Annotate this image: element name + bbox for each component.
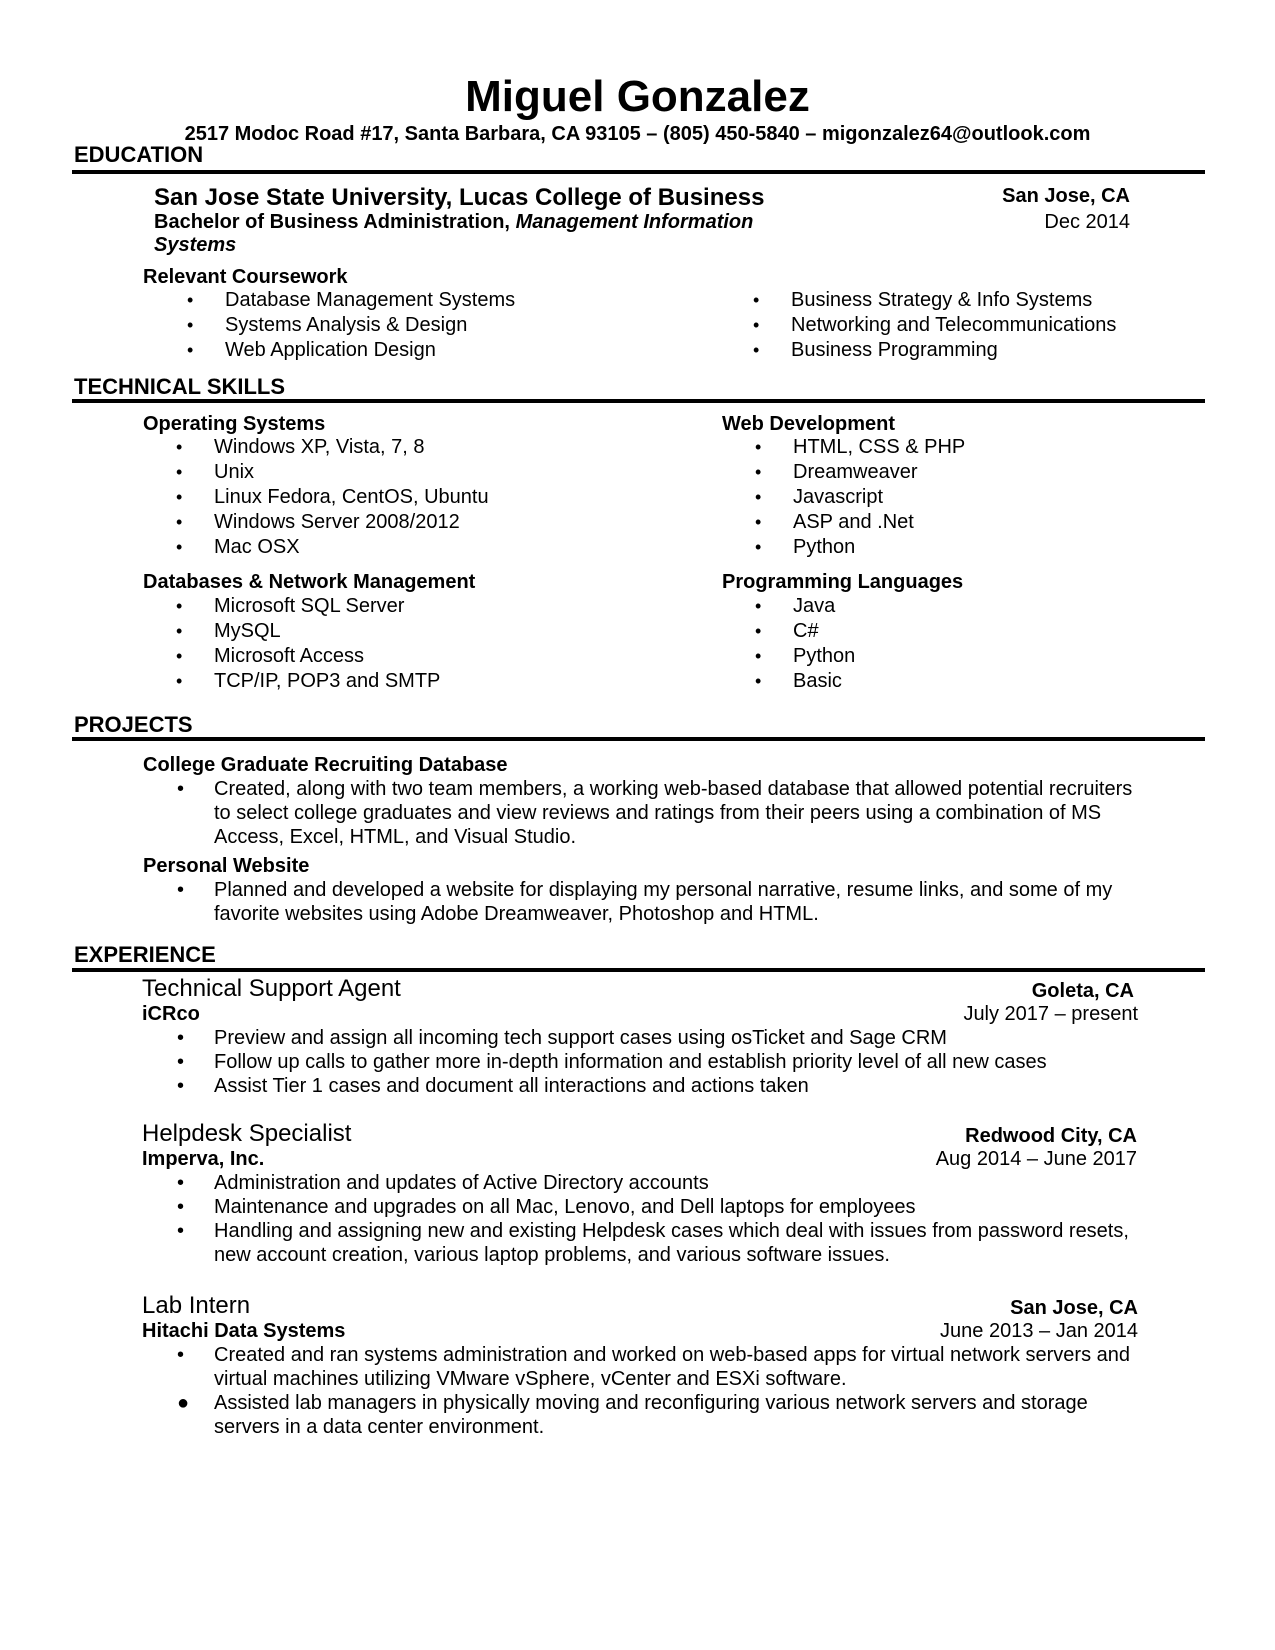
list-item: • Web Application Design (225, 338, 515, 363)
skill-group-title: Databases & Network Management (143, 571, 476, 593)
section-divider (72, 968, 1205, 972)
project-title: Personal Website (143, 855, 310, 877)
job-location: San Jose, CA (1010, 1297, 1138, 1319)
bullet-text: Assist Tier 1 cases and document all interactions and actions taken (214, 1075, 809, 1097)
bullet-icon: • (177, 1172, 185, 1194)
bullet-icon: • (177, 1196, 185, 1218)
job-location: Redwood City, CA (965, 1125, 1137, 1147)
job-company: Imperva, Inc. (142, 1148, 265, 1170)
list-item: • Dreamweaver (793, 460, 965, 485)
list-item: • Networking and Telecommunications (791, 313, 1116, 338)
job-dates: July 2017 – present (963, 1003, 1138, 1025)
list-item: • ASP and .Net (793, 510, 965, 535)
job-dates: Aug 2014 – June 2017 (935, 1148, 1137, 1170)
job-bullet (177, 1171, 1194, 1195)
bullet-text: Administration and updates of Active Directory accounts (214, 1172, 709, 1194)
job-bullets (177, 1171, 1194, 1267)
bullet-text: servers in a data center environment. (214, 1416, 545, 1438)
list-item: • Windows Server 2008/2012 (214, 510, 489, 535)
list-item: • HTML, CSS & PHP (793, 435, 965, 460)
job-dates: June 2013 – Jan 2014 (940, 1320, 1138, 1342)
section-title-technical-skills: TECHNICAL SKILLS (74, 374, 286, 399)
job-bullet (177, 1050, 1194, 1074)
project-bullet (177, 777, 1194, 849)
list-item: • MySQL (214, 619, 440, 644)
list-item: • Systems Analysis & Design (225, 313, 515, 338)
coursework-list-right (791, 288, 1116, 363)
list-item: • Python (793, 644, 855, 669)
school-name: San Jose State University, Lucas College of Business (154, 184, 765, 211)
skill-list-programming (793, 594, 855, 694)
bullet-text: Preview and assign all incoming tech support cases using osTicket and Sage CRM (214, 1027, 947, 1049)
section-divider (72, 737, 1205, 741)
section-divider (72, 170, 1205, 174)
job-bullets (177, 1343, 1194, 1439)
project-line: favorite websites using Adobe Dreamweaver, Photoshop and HTML. (214, 903, 819, 925)
list-item: • C# (793, 619, 855, 644)
skill-group-title: Operating Systems (143, 413, 326, 435)
bullet-text: virtual machines utilizing VMware vSphere, vCenter and ESXi software. (214, 1368, 847, 1390)
contact-line: 2517 Modoc Road #17, Santa Barbara, CA 93105 – (805) 450-5840 – migonzalez64@outlook.com (184, 123, 1091, 145)
education-date: Dec 2014 (1044, 211, 1130, 233)
list-item: • Basic (793, 669, 855, 694)
job-title: Lab Intern (142, 1292, 251, 1319)
bullet-icon: • (177, 879, 185, 901)
project-line: to select college graduates and view reviews and ratings from their peers using a combination of MS (214, 802, 1102, 824)
list-item: • Javascript (793, 485, 965, 510)
bullet-text: new account creation, various laptop problems, and various software issues. (214, 1244, 890, 1266)
candidate-name: Miguel Gonzalez (465, 72, 810, 121)
bullet-icon: • (177, 1075, 185, 1097)
bullet-text: Handling and assigning new and existing Helpdesk cases which deal with issues from password resets, (214, 1220, 1129, 1242)
job-bullet (177, 1026, 1194, 1050)
bullet-text: Created and ran systems administration and worked on web-based apps for virtual network servers and (214, 1344, 1131, 1366)
degree-name: Bachelor of Business Administration, (154, 211, 510, 233)
bullet-icon: • (177, 1027, 185, 1049)
bullet-icon: • (177, 778, 185, 800)
bullet-icon: • (177, 1051, 185, 1073)
skill-list-operating-systems (214, 435, 489, 560)
bullet-text: Maintenance and upgrades on all Mac, Lenovo, and Dell laptops for employees (214, 1196, 916, 1218)
list-item: • Microsoft SQL Server (214, 594, 440, 619)
list-item: • Java (793, 594, 855, 619)
project-line: Planned and developed a website for displaying my personal narrative, resume links, and some of my (214, 879, 1113, 901)
skill-list-databases (214, 594, 440, 694)
degree-line (154, 210, 753, 234)
job-bullet (177, 1391, 1194, 1439)
list-item: • Unix (214, 460, 489, 485)
list-item: • Python (793, 535, 965, 560)
bullet-icon: • (177, 1220, 185, 1242)
job-bullet (177, 1219, 1194, 1267)
job-location: Goleta, CA (1031, 980, 1134, 1002)
project-line: Created, along with two team members, a working web-based database that allowed potential recruiters (214, 778, 1133, 800)
job-bullets (177, 1026, 1194, 1098)
job-bullet (177, 1074, 1194, 1098)
degree-major-continued: Systems (154, 234, 237, 256)
list-item: • Business Programming (791, 338, 1116, 363)
coursework-list-left (225, 288, 515, 363)
list-item: • Mac OSX (214, 535, 489, 560)
bullet-icon: • (177, 1344, 185, 1366)
degree-major: Management Information (515, 211, 754, 233)
skill-group-title: Programming Languages (722, 571, 964, 593)
job-title: Helpdesk Specialist (142, 1120, 352, 1147)
job-company: Hitachi Data Systems (142, 1320, 346, 1342)
coursework-title: Relevant Coursework (143, 266, 348, 288)
list-item: • Database Management Systems (225, 288, 515, 313)
job-bullet (177, 1195, 1194, 1219)
skill-list-web-development (793, 435, 965, 560)
project-title: College Graduate Recruiting Database (143, 754, 508, 776)
list-item: • Windows XP, Vista, 7, 8 (214, 435, 489, 460)
section-divider (72, 399, 1205, 403)
list-item: • Microsoft Access (214, 644, 440, 669)
list-item: • Linux Fedora, CentOS, Ubuntu (214, 485, 489, 510)
education-location: San Jose, CA (1002, 185, 1130, 207)
list-item: • Business Strategy & Info Systems (791, 288, 1116, 313)
job-title: Technical Support Agent (142, 975, 401, 1002)
job-company: iCRco (142, 1003, 200, 1025)
bullet-text: Follow up calls to gather more in-depth information and establish priority level of all new cases (214, 1051, 1047, 1073)
section-title-education: EDUCATION (74, 142, 204, 167)
section-title-experience: EXPERIENCE (74, 942, 216, 967)
skill-group-title: Web Development (722, 413, 895, 435)
section-title-projects: PROJECTS (74, 712, 193, 737)
project-line: Access, Excel, HTML, and Visual Studio. (214, 826, 577, 848)
bullet-text: Assisted lab managers in physically moving and reconfiguring various network servers and storage (214, 1392, 1088, 1414)
job-bullet (177, 1343, 1194, 1391)
bullet-icon: ● (177, 1392, 190, 1414)
project-bullet (177, 878, 1194, 926)
list-item: • TCP/IP, POP3 and SMTP (214, 669, 440, 694)
